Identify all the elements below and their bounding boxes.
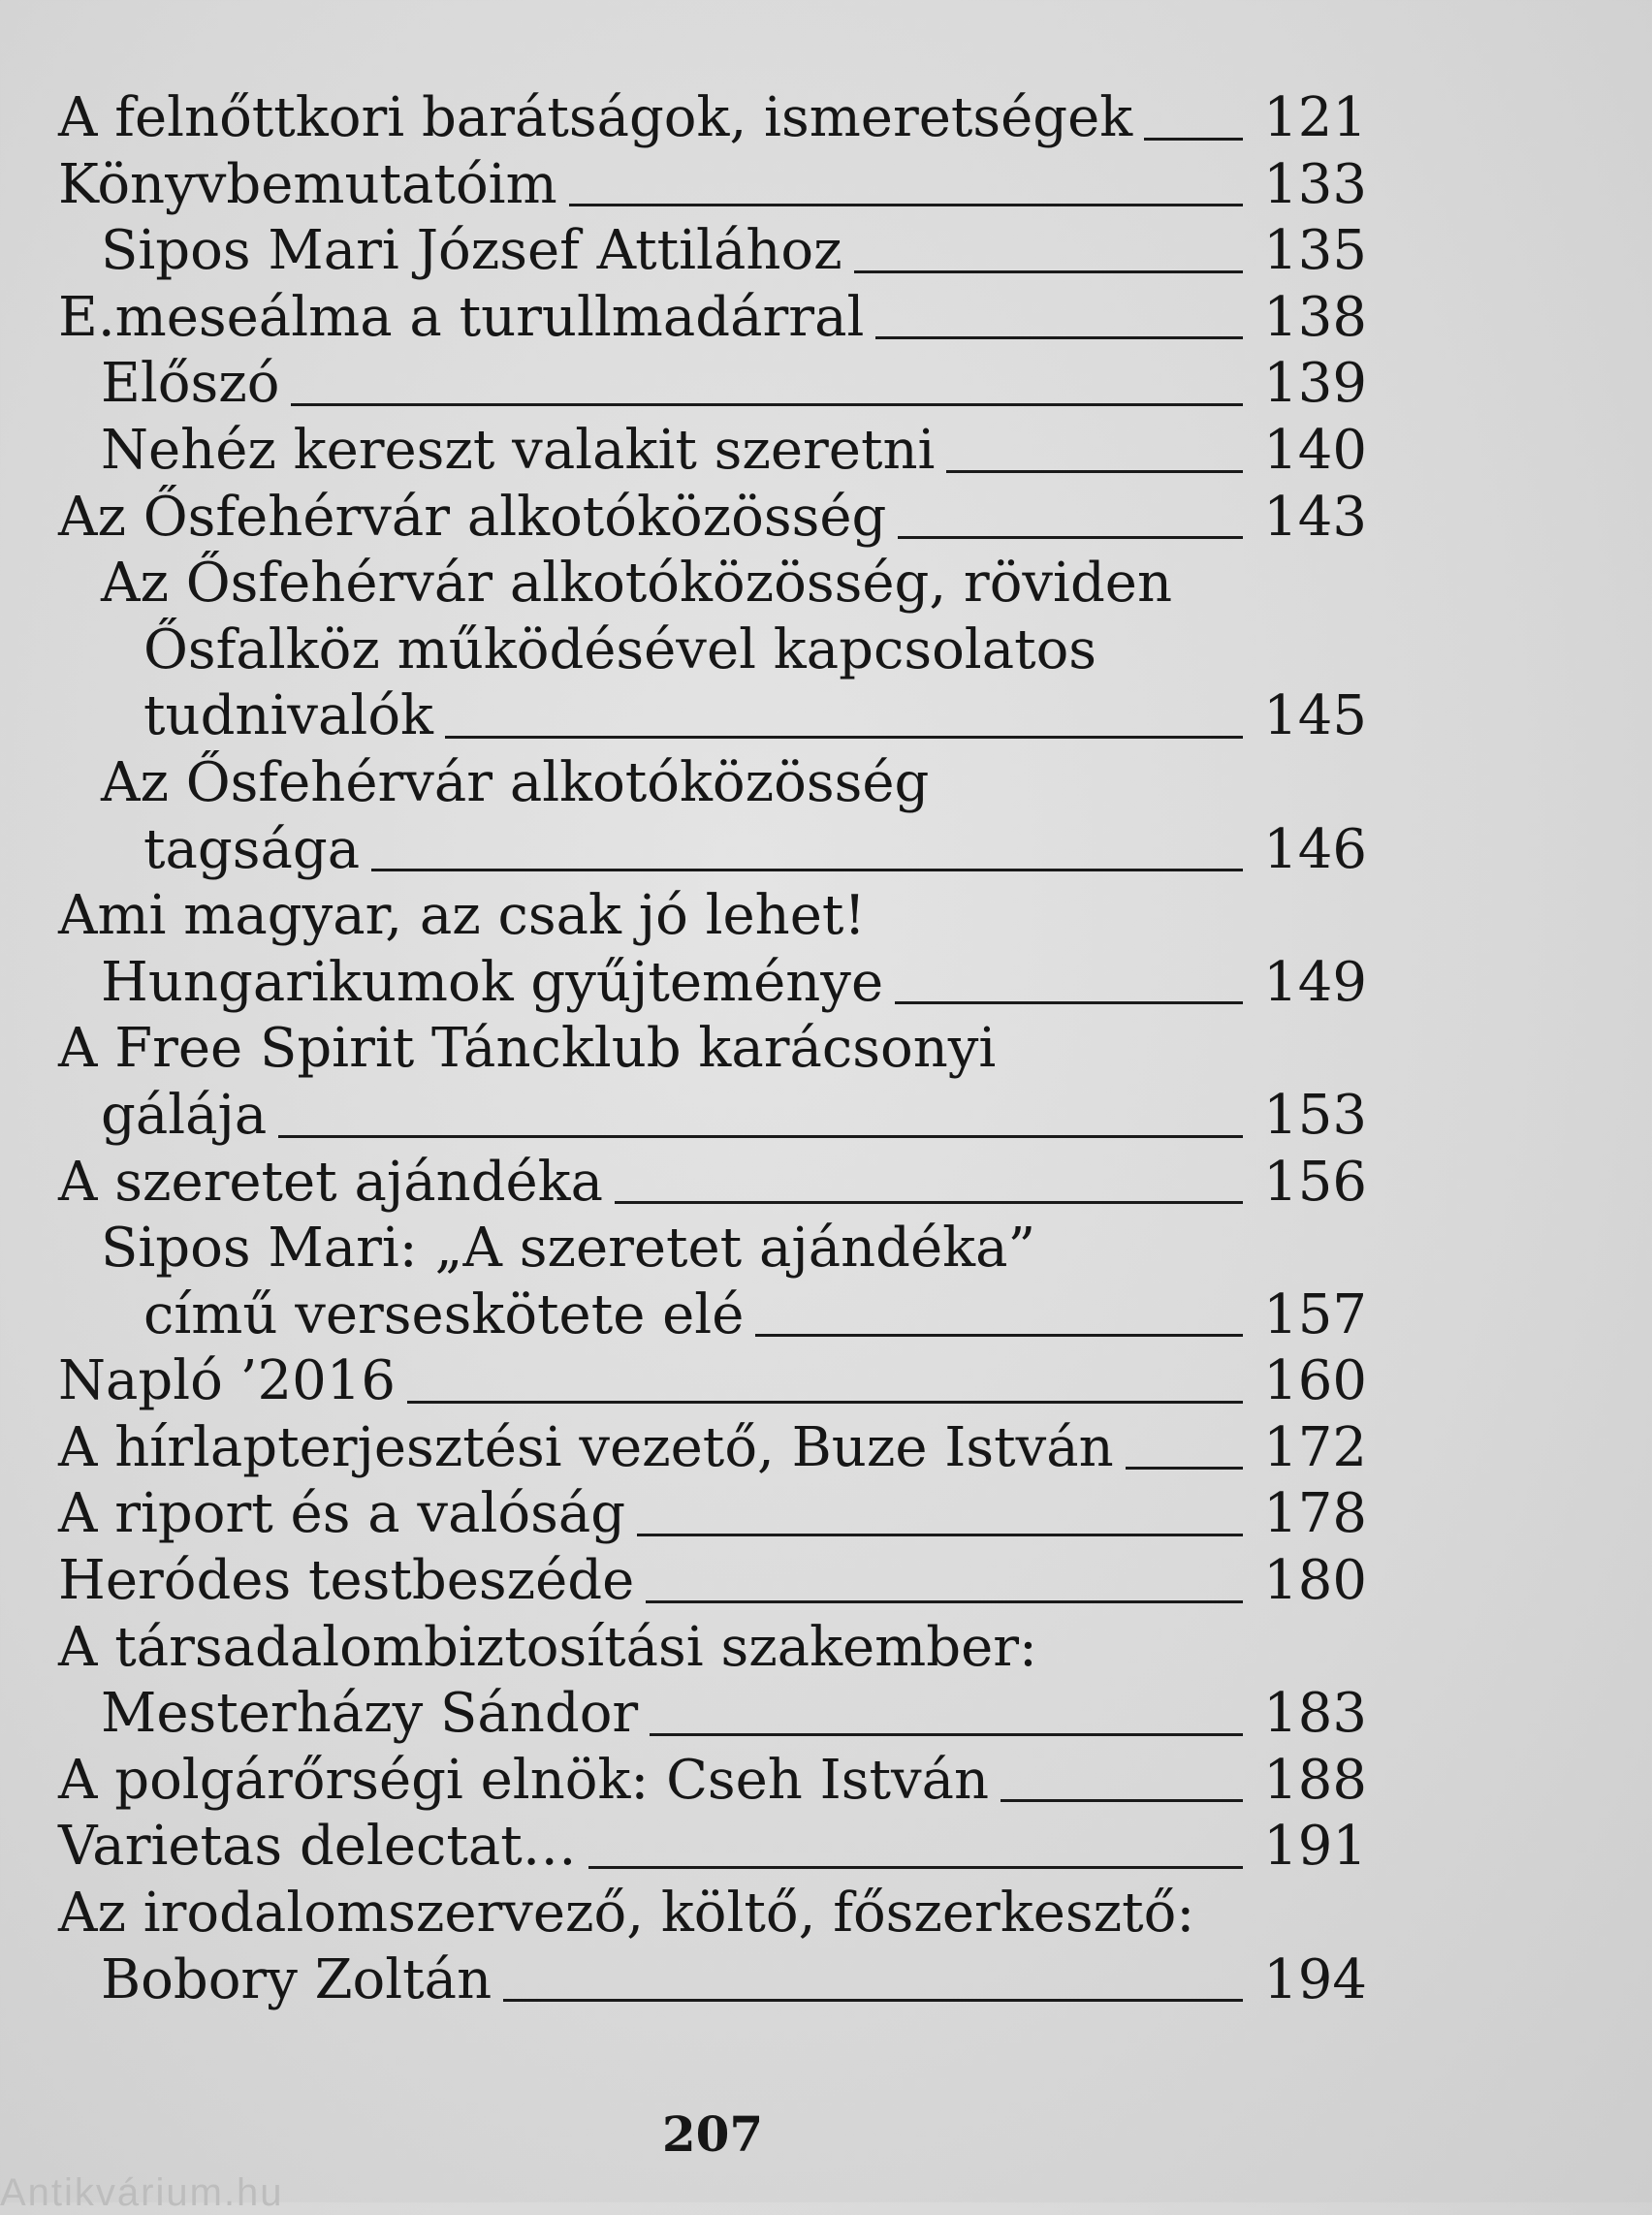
toc-entry-title: tudnivalók	[143, 684, 433, 748]
toc-entry-title: A Free Spirit Táncklub karácsonyi	[58, 1017, 997, 1081]
toc-leader-line	[503, 1999, 1243, 2002]
toc-entry-page: 183	[1263, 1682, 1367, 1746]
toc-entry-page: 191	[1263, 1815, 1367, 1879]
toc-entry	[58, 1748, 1367, 1815]
toc-entry-title: tagsága	[143, 817, 361, 881]
toc-entry-page: 178	[1263, 1482, 1367, 1546]
toc-leader-line	[946, 470, 1243, 473]
watermark: Antikvárium.hu	[0, 2171, 284, 2214]
toc-entry	[58, 1481, 1367, 1548]
toc-entry	[58, 1415, 1367, 1482]
toc-entry-title: A hírlapterjesztési vezető, Buze István	[58, 1415, 1114, 1479]
toc-entry-page: 143	[1263, 485, 1367, 549]
toc-leader-line	[646, 1600, 1243, 1603]
toc-leader-line	[1144, 138, 1243, 141]
toc-leader-line	[895, 1001, 1243, 1004]
toc-entry	[58, 218, 1367, 285]
toc-entry-page: 149	[1263, 950, 1367, 1014]
toc-entry	[58, 485, 1367, 552]
toc-leader-line	[650, 1733, 1243, 1736]
toc-entry	[58, 351, 1367, 418]
toc-entry-title: Sipos Mari József Attilához	[101, 219, 842, 283]
toc-entry-title: A felnőttkori barátságok, ismeretségek	[58, 86, 1133, 149]
toc-entry-title: Napló ’2016	[58, 1349, 396, 1413]
toc-entry-page: 194	[1263, 1947, 1367, 2011]
toc-entry-title: A riport és a valóság	[58, 1482, 626, 1546]
toc-entry	[58, 1216, 1367, 1282]
toc-entry-title: Előszó	[101, 352, 280, 416]
toc-entry	[58, 883, 1367, 950]
toc-entry-title: Az irodalomszervező, költő, főszerkesztő:	[58, 1882, 1195, 1946]
toc-leader-line	[637, 1534, 1243, 1536]
toc-entry	[58, 1282, 1367, 1349]
table-of-contents	[58, 85, 1367, 2013]
toc-leader-line	[569, 204, 1243, 206]
toc-leader-line	[371, 869, 1243, 871]
toc-entry-page: 139	[1263, 352, 1367, 416]
toc-leader-line	[875, 336, 1243, 339]
toc-entry	[58, 1814, 1367, 1881]
toc-entry-page: 188	[1263, 1748, 1367, 1812]
toc-leader-line	[407, 1401, 1243, 1404]
toc-leader-line	[854, 270, 1243, 273]
toc-entry	[58, 683, 1367, 750]
toc-entry-title: E.meseálma a turullmadárral	[58, 285, 865, 349]
toc-entry	[58, 1548, 1367, 1615]
page-number: 207	[661, 2105, 764, 2163]
toc-leader-line	[445, 736, 1243, 739]
toc-entry-title: Bobory Zoltán	[101, 1947, 492, 2011]
toc-entry	[58, 152, 1367, 219]
toc-entry	[58, 750, 1367, 817]
toc-entry-title: című verseskötete elé	[143, 1282, 745, 1346]
toc-entry-page: 140	[1263, 418, 1367, 482]
toc-entry-title: Sipos Mari: „A szeretet ajándéka”	[101, 1217, 1036, 1281]
toc-entry	[58, 85, 1367, 152]
toc-entry	[58, 1615, 1367, 1682]
toc-entry	[58, 418, 1367, 485]
toc-entry-title: gálája	[101, 1083, 268, 1147]
toc-entry-title: Varietas delectat…	[58, 1815, 577, 1879]
toc-entry-page: 160	[1263, 1349, 1367, 1413]
toc-entry	[58, 950, 1367, 1017]
toc-entry	[58, 1947, 1367, 2014]
toc-entry-title: Nehéz kereszt valakit szeretni	[101, 418, 936, 482]
toc-entry	[58, 285, 1367, 352]
toc-entry	[58, 1150, 1367, 1217]
toc-entry	[58, 1016, 1367, 1083]
toc-entry-title: Ősfalköz működésével kapcsolatos	[143, 617, 1097, 681]
toc-leader-line	[291, 403, 1243, 406]
toc-leader-line	[755, 1334, 1243, 1337]
toc-entry	[58, 1681, 1367, 1748]
toc-entry-title: Könyvbemutatóim	[58, 152, 557, 216]
toc-entry-title: Az Ősfehérvár alkotóközösség	[58, 485, 887, 549]
toc-entry-title: A társadalombiztosítási szakember:	[58, 1615, 1037, 1679]
toc-entry-page: 138	[1263, 285, 1367, 349]
toc-leader-line	[898, 536, 1243, 539]
toc-entry-title: Az Ősfehérvár alkotóközösség, röviden	[101, 552, 1173, 616]
toc-entry-page: 156	[1263, 1150, 1367, 1214]
toc-entry-title: A szeretet ajándéka	[58, 1150, 603, 1214]
toc-entry-title: Ami magyar, az csak jó lehet!	[58, 884, 866, 948]
toc-entry-page: 157	[1263, 1282, 1367, 1346]
toc-entry	[58, 617, 1367, 684]
toc-entry-title: Az Ősfehérvár alkotóközösség	[101, 750, 930, 814]
toc-entry-page: 146	[1263, 817, 1367, 881]
toc-leader-line	[615, 1201, 1243, 1204]
toc-leader-line	[588, 1866, 1243, 1869]
toc-entry-title: Hungarikumok gyűjteménye	[101, 950, 884, 1014]
toc-entry	[58, 551, 1367, 617]
toc-entry-page: 172	[1263, 1415, 1367, 1479]
toc-entry	[58, 1881, 1367, 1947]
toc-leader-line	[278, 1135, 1243, 1138]
toc-entry-title: Mesterházy Sándor	[101, 1682, 639, 1746]
toc-entry-page: 135	[1263, 219, 1367, 283]
toc-entry-title: A polgárőrségi elnök: Cseh István	[58, 1748, 990, 1812]
toc-entry-title: Heródes testbeszéde	[58, 1549, 635, 1613]
toc-entry-page: 180	[1263, 1549, 1367, 1613]
toc-entry-page: 133	[1263, 152, 1367, 216]
toc-leader-line	[1126, 1467, 1243, 1470]
toc-entry-page: 145	[1263, 684, 1367, 748]
toc-entry	[58, 1083, 1367, 1150]
toc-leader-line	[1001, 1799, 1243, 1802]
toc-entry	[58, 1348, 1367, 1415]
toc-entry	[58, 817, 1367, 884]
toc-entry-page: 121	[1263, 86, 1367, 149]
toc-entry-page: 153	[1263, 1083, 1367, 1147]
